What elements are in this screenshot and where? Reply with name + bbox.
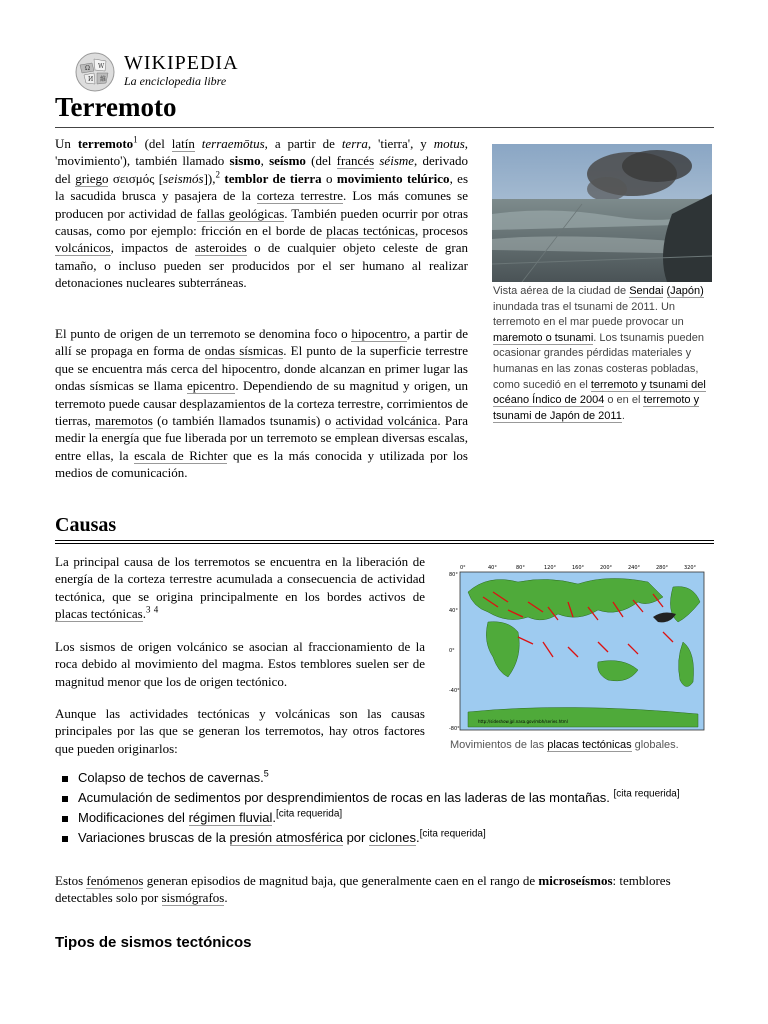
wiki-link[interactable]: placas tectónicas xyxy=(55,606,143,622)
title-divider xyxy=(55,127,714,128)
map-source-url: http://sideshow.jpl.nasa.gov/mbh/series.html xyxy=(478,719,568,724)
list-item-text: Variaciones bruscas de la presión atmosférica por ciclones.[cita requerida] xyxy=(78,828,486,845)
map-side-label: 40° xyxy=(449,608,458,614)
wiki-link[interactable]: griego xyxy=(75,170,109,186)
wiki-link[interactable]: ciclones xyxy=(368,830,416,845)
wiki-link[interactable]: terremoto y tsunami de Japón de 2011 xyxy=(493,394,700,422)
wiki-link[interactable]: escala de Richter xyxy=(134,447,228,463)
wiki-link[interactable]: hipocentro xyxy=(351,326,408,341)
bullet-icon xyxy=(62,836,68,842)
svg-text:И: И xyxy=(88,76,94,83)
reference-link[interactable]: 3 xyxy=(145,604,151,615)
bold-term: temblor de tierra xyxy=(224,170,322,186)
causas-paragraph-2: Los sismos de origen volcánico se asocian al fraccionamiento de la roca debido al movimiento del magma. Estos temblores suelen ser de magnitud menor que los de origen tectónico. xyxy=(55,639,425,689)
map-top-label: 120° xyxy=(544,565,557,571)
wikipedia-tagline: La enciclopedia libre xyxy=(124,74,227,88)
wiki-link[interactable]: actividad volcánica xyxy=(335,413,438,429)
reference-link[interactable]: 4 xyxy=(153,604,159,615)
map-top-label: 0° xyxy=(460,565,466,571)
wiki-link[interactable]: corteza terrestre xyxy=(256,188,344,204)
wiki-link[interactable]: ondas sísmicas xyxy=(204,343,284,359)
wiki-link[interactable]: fallas geológicas xyxy=(196,205,285,221)
map-side-label: -80° xyxy=(449,726,460,732)
map-top-label: 160° xyxy=(572,565,585,571)
italic-term: terraemōtus xyxy=(201,136,265,151)
wikipedia-globe-logo[interactable] xyxy=(72,51,118,93)
page-title: Terremoto xyxy=(55,92,177,122)
section-heading-causas: Causas xyxy=(55,514,117,536)
list-item xyxy=(55,770,715,786)
causas-paragraph-4: Estos fenómenos generan episodios de magnitud baja, que generalmente caen en el rango de microseísmos: temblores detectables solo por sismógrafos. xyxy=(55,873,671,906)
bold-term: microseísmos xyxy=(538,873,613,888)
bullet-icon xyxy=(62,796,68,802)
intro-paragraph-2: El punto de origen de un terremoto se denomina foco o hipocentro, a partir de allí se propaga en forma de ondas sísmicas. El punto de la superficie terrestre que se encuentra más cerca del hipocentro, donde alcanzan en primer lugar las ondas sísmicas se llama epicentro. Dependiendo de su magnitud y origen, un terremoto puede causar desplazamientos de la corteza terrestre, corrimientos de tierras, maremotos (o también llamados tsunamis) o actividad volcánica. Para medir la energía que fue liberada por un terremoto se emplean diversas escalas, entre ellas, la escala de Richter que es la más conocida y utilizada por los medios de comunicación. xyxy=(55,326,468,481)
map-side-label: -40° xyxy=(449,688,460,694)
wiki-link[interactable]: sismógrafos xyxy=(161,890,225,906)
wiki-link[interactable]: fenómenos xyxy=(86,873,144,888)
wiki-link[interactable]: asteroides xyxy=(194,240,247,256)
map-top-label: 80° xyxy=(516,565,525,571)
wiki-link[interactable]: régimen fluvial xyxy=(188,810,273,825)
wiki-link[interactable]: (Japón) xyxy=(666,285,704,297)
wiki-link[interactable]: placas tectónicas xyxy=(547,739,632,751)
bullet-icon xyxy=(62,776,68,782)
map-top-label: 280° xyxy=(656,565,669,571)
map-top-label: 320° xyxy=(684,565,697,571)
sendai-tsunami-photo[interactable] xyxy=(492,144,712,282)
italic-term: motus xyxy=(433,136,465,151)
wiki-link[interactable]: Sendai xyxy=(629,285,664,297)
section-heading-tipos: Tipos de sismos tectónicos xyxy=(55,934,252,951)
citation-needed-link[interactable]: [cita requerida] xyxy=(276,808,343,820)
bold-term: seísmo xyxy=(269,153,306,169)
list-item xyxy=(55,790,715,806)
svg-text:維: 維 xyxy=(100,76,107,83)
wiki-link[interactable]: latín xyxy=(171,136,195,151)
wiki-link[interactable]: volcánicos xyxy=(55,240,111,256)
wiki-link[interactable]: epicentro xyxy=(186,378,236,394)
causes-list xyxy=(55,770,715,850)
reference-link[interactable]: 2 xyxy=(215,169,220,180)
map-top-label: 40° xyxy=(488,565,497,571)
causas-paragraph-3: Aunque las actividades tectónicas y volcánicas son las causas principales por las que se generan los terremotos, hay otros factores que pueden originarlos: xyxy=(55,706,425,756)
wiki-link[interactable]: francés xyxy=(336,153,375,169)
italic-term: seismós xyxy=(163,170,204,186)
bold-term: terremoto xyxy=(77,136,134,151)
wiki-link[interactable]: placas tectónicas xyxy=(326,223,415,239)
section-divider xyxy=(55,540,714,541)
list-item-text: Modificaciones del régimen fluvial.[cita requerida] xyxy=(78,808,343,825)
bold-term: movimiento telúrico xyxy=(336,170,450,186)
italic-term: séisme xyxy=(379,153,415,169)
tectonic-plates-map[interactable] xyxy=(448,562,716,737)
intro-paragraph-1: Un terremoto$^1$ (del latín terraemōtus, a partir de terra, 'tierra', y motus, 'movimiento'), también llamado sismo, seísmo (del francés séisme, derivado del griego σεισμός [seismós]),$^2$ temblor de tierra o movimiento telúrico, es la sacudida brusca y pasajera de la corteza terrestre. Los más comunes se producen por actividad de fallas geológicas. También pueden ocurrir por otras causas, como por ejemplo: fricción en el borde de placas tectónicas, procesos volcánicos, impactos de asteroides o de cualquier objeto celeste de gran tamaño, o incluso pueden ser producidos por el ser humano al realizar detonaciones nucleares subterráneas. xyxy=(55,134,469,291)
wikipedia-wordmark[interactable]: WIKIPEDIA xyxy=(124,52,239,74)
svg-text:Ω: Ω xyxy=(85,65,90,72)
map-side-label: 80° xyxy=(449,572,458,578)
wiki-link[interactable]: presión atmosférica xyxy=(229,830,343,845)
reference-link[interactable]: 5 xyxy=(263,768,269,779)
wiki-link[interactable]: maremotos xyxy=(95,413,153,429)
map-top-label: 240° xyxy=(628,565,641,571)
bold-term: sismo xyxy=(229,153,261,169)
section-divider-2 xyxy=(55,543,714,544)
list-item xyxy=(55,810,715,826)
list-item-text: Acumulación de sedimentos por desprendimientos de rocas en las laderas de las montañas. [cita requerida] xyxy=(78,788,680,805)
list-item-text: Colapso de techos de cavernas.$^5$ xyxy=(78,768,269,785)
causas-paragraph-1: La principal causa de los terremotos se encuentra en la liberación de energía de la corteza terrestre acumulada a consecuencia de actividad tectónica, que se origina principalmente en los bordes activos de placas tectónicas.$^3$ $^4$ xyxy=(55,554,425,622)
svg-text:W: W xyxy=(98,63,105,70)
tectonic-map-caption: Movimientos de las placas tectónicas globales. xyxy=(450,739,679,751)
bullet-icon xyxy=(62,816,68,822)
map-top-label: 200° xyxy=(600,565,613,571)
list-item xyxy=(55,830,715,846)
italic-term: terra xyxy=(341,136,368,151)
map-side-label: 0° xyxy=(449,648,455,654)
citation-needed-link[interactable]: [cita requerida] xyxy=(419,828,486,840)
wiki-link[interactable]: maremoto o tsunami xyxy=(493,331,594,344)
sendai-photo-caption: Vista aérea de la ciudad de Sendai (Japón) inundada tras el tsunami de 2011. Un terremoto en el mar puede provocar un maremoto o tsunami. Los tsunamis pueden ocasionar grandes pérdidas materiales y humanas en las zonas costeras pobladas, como sucedió en el terremoto y tsunami del océano Índico de 2004 o en el terremoto y tsunami de Japón de 2011. xyxy=(493,285,706,422)
wiki-link[interactable]: terremoto y tsunami del océano Índico de 2004 xyxy=(493,378,706,407)
citation-needed-link[interactable]: [cita requerida] xyxy=(613,788,680,800)
reference-link[interactable]: 1 xyxy=(133,134,138,145)
